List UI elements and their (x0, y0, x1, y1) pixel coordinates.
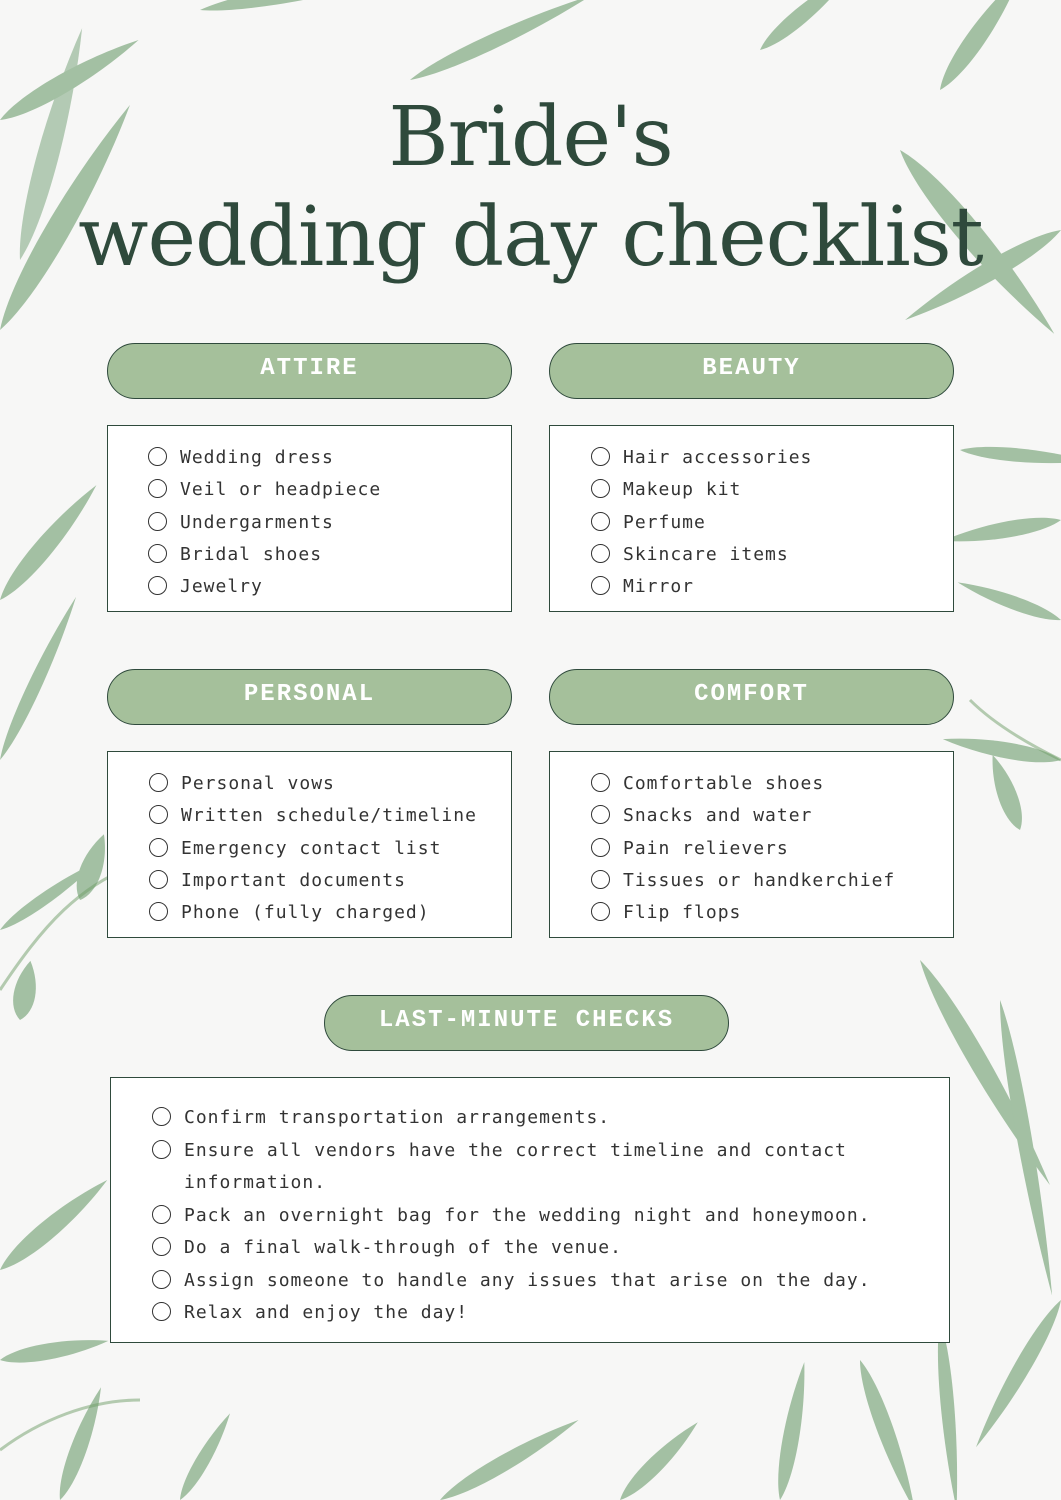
checklist-item[interactable] (591, 539, 953, 571)
checklist-item[interactable] (152, 1102, 919, 1135)
checklist-personal (107, 751, 512, 938)
item-label: Do a final walk-through of the venue. (184, 1237, 622, 1258)
checklist-item[interactable] (591, 507, 953, 539)
checkbox-circle[interactable] (149, 773, 168, 792)
checklist-item[interactable] (149, 800, 511, 832)
checkbox-circle[interactable] (591, 902, 610, 921)
checkbox-circle[interactable] (152, 1140, 171, 1159)
item-label: Mirror (623, 576, 695, 598)
checklist-item[interactable] (591, 474, 953, 506)
checkbox-circle[interactable] (148, 576, 167, 595)
item-label: Pain relievers (623, 837, 789, 859)
checklist-item[interactable] (149, 897, 511, 929)
checkbox-circle[interactable] (149, 870, 168, 889)
checklist-item[interactable] (148, 474, 511, 506)
checklist-item[interactable] (149, 768, 511, 800)
section-header-last-minute-checks: LAST-MINUTE CHECKS (324, 995, 729, 1051)
checkbox-circle[interactable] (152, 1270, 171, 1289)
item-label: Perfume (623, 511, 706, 533)
section-header-comfort: COMFORT (549, 669, 954, 725)
checklist-item[interactable] (591, 768, 953, 800)
item-label: Emergency contact list (181, 837, 442, 859)
checklist-item[interactable] (152, 1265, 919, 1298)
item-label: Comfortable shoes (623, 773, 825, 794)
item-label: Assign someone to handle any issues that arise on the day. (184, 1269, 871, 1291)
item-label: Ensure all vendors have the correct timeline and contact information. (184, 1139, 847, 1193)
checkbox-circle[interactable] (152, 1205, 171, 1224)
checklist-item[interactable] (591, 442, 953, 474)
item-label: Hair accessories (623, 447, 813, 468)
checkbox-circle[interactable] (149, 902, 168, 921)
item-label: Skincare items (623, 543, 789, 565)
checkbox-circle[interactable] (591, 544, 610, 563)
checklist-item[interactable] (152, 1297, 919, 1330)
checklist-item[interactable] (148, 507, 511, 539)
checklist-beauty (549, 425, 954, 612)
checkbox-circle[interactable] (591, 838, 610, 857)
checklist-attire (107, 425, 512, 612)
checklist-item[interactable] (591, 833, 953, 865)
checklist-item[interactable] (148, 539, 511, 571)
checkbox-circle[interactable] (148, 479, 167, 498)
item-label: Pack an overnight bag for the wedding night and honeymoon. (184, 1204, 871, 1226)
item-label: Snacks and water (623, 805, 813, 827)
checklist-item[interactable] (152, 1135, 919, 1200)
item-label: Confirm transportation arrangements. (184, 1107, 611, 1128)
checkbox-circle[interactable] (591, 805, 610, 824)
checklist-item[interactable] (152, 1232, 919, 1265)
item-label: Relax and enjoy the day! (184, 1302, 469, 1323)
title-line-1: Bride's (388, 90, 673, 185)
item-label: Jewelry (180, 576, 263, 598)
checklist-item[interactable] (591, 800, 953, 832)
checkbox-circle[interactable] (152, 1237, 171, 1256)
checkbox-circle[interactable] (591, 512, 610, 531)
checklist-item[interactable] (591, 897, 953, 929)
item-label: Important documents (181, 869, 406, 891)
checkbox-circle[interactable] (149, 838, 168, 857)
item-label: Bridal shoes (180, 543, 323, 565)
checklist-last-minute (110, 1077, 950, 1343)
checklist-comfort (549, 751, 954, 938)
checkbox-circle[interactable] (591, 479, 610, 498)
checklist-item[interactable] (149, 833, 511, 865)
item-label: Makeup kit (623, 479, 742, 501)
item-label: Tissues or handkerchief (623, 869, 896, 891)
checkbox-circle[interactable] (152, 1302, 171, 1321)
checklist-item[interactable] (149, 865, 511, 897)
item-label: Personal vows (181, 773, 335, 794)
checklist-item[interactable] (148, 442, 511, 474)
section-header-personal: PERSONAL (107, 669, 512, 725)
checklist-item[interactable] (148, 571, 511, 603)
item-label: Wedding dress (180, 447, 334, 468)
checkbox-circle[interactable] (591, 773, 610, 792)
checkbox-circle[interactable] (148, 512, 167, 531)
checkbox-circle[interactable] (148, 447, 167, 466)
checkbox-circle[interactable] (148, 544, 167, 563)
item-label: Undergarments (180, 511, 334, 533)
checkbox-circle[interactable] (591, 447, 610, 466)
checkbox-circle[interactable] (591, 576, 610, 595)
checklist-item[interactable] (152, 1200, 919, 1233)
checklist-item[interactable] (591, 571, 953, 603)
section-header-attire: ATTIRE (107, 343, 512, 399)
checkbox-circle[interactable] (152, 1107, 171, 1126)
section-header-beauty: BEAUTY (549, 343, 954, 399)
item-label: Written schedule/timeline (181, 805, 477, 827)
title-line-2: wedding day checklist (78, 190, 983, 285)
checkbox-circle[interactable] (591, 870, 610, 889)
item-label: Flip flops (623, 902, 742, 924)
item-label: Phone (fully charged) (181, 902, 430, 924)
item-label: Veil or headpiece (180, 479, 382, 501)
checklist-item[interactable] (591, 865, 953, 897)
checkbox-circle[interactable] (149, 805, 168, 824)
